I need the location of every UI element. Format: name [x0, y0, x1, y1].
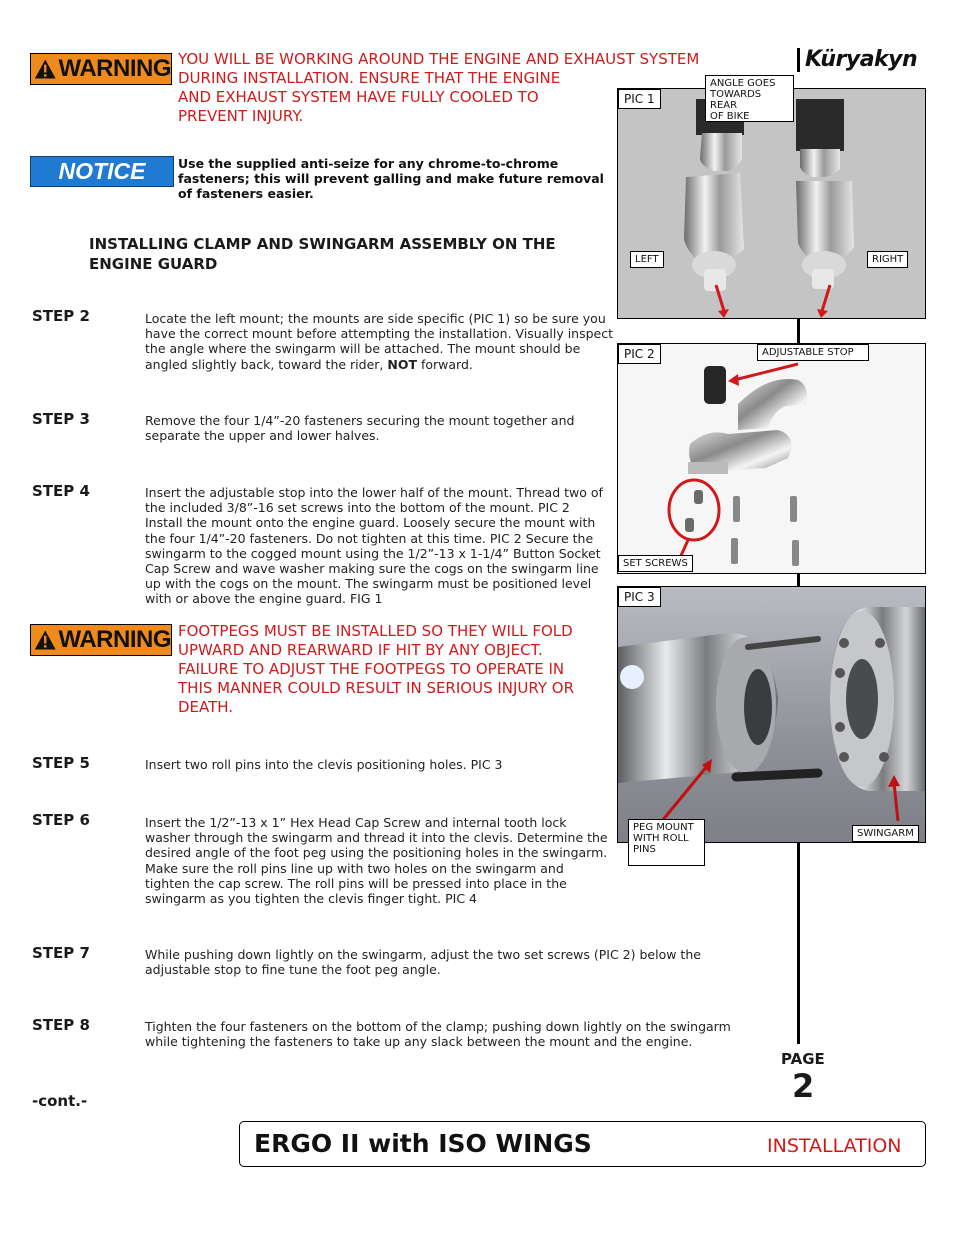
pic1-illustration [618, 89, 925, 318]
warning-triangle-icon [34, 628, 57, 652]
column-divider [797, 843, 800, 1044]
pic3-label: PIC 3 [618, 587, 661, 607]
step-3-label: STEP 3 [32, 410, 90, 428]
step-2-label: STEP 2 [32, 307, 90, 325]
step-5-text: Insert two roll pins into the clevis positioning holes. PIC 3 [145, 757, 503, 772]
pic2-label: PIC 2 [618, 344, 661, 364]
notice-label: NOTICE [58, 158, 146, 184]
page-label: PAGE [781, 1050, 825, 1068]
notice-message: Use the supplied anti-seize for any chrome-to-chrome fasteners; this will prevent galling and make future removal of fasteners easier. [178, 156, 604, 201]
warning-label: WARNING [58, 55, 171, 82]
pic2-set-screws-label: SET SCREWS [618, 555, 693, 572]
pic2-illustration [618, 344, 925, 573]
warning-message: YOU WILL BE WORKING AROUND THE ENGINE AND EXHAUST SYSTEM DURING INSTALLATION. ENSURE THAT THE ENGINE AND EXHAUST SYSTEM HAVE FULLY COOLED TO PREVENT INJURY. [178, 50, 700, 125]
step-4-label: STEP 4 [32, 482, 90, 500]
warning-triangle-icon [34, 57, 57, 81]
pic3-illustration [618, 587, 925, 842]
footer-title-box [239, 1121, 926, 1167]
brand-divider [797, 48, 800, 72]
notice-badge [30, 156, 174, 187]
step-6-text: Insert the 1/2”-13 x 1” Hex Head Cap Screw and internal tooth lock washer through the swingarm and thread it into the clevis. Determine the desired angle of the foot peg using the positioning holes in the swingarm. Make sure the roll pins line up with two holes on the swingarm and tighten the cap screw. The roll pins will be pressed into place in the swingarm as you tighten the clevis finger tight. PIC 4 [145, 815, 608, 907]
page-number: 2 [792, 1067, 815, 1105]
step-4-text: Insert the adjustable stop into the lower half of the mount. Thread two of the included 3/8”-16 set screws into the bottom of the mount. PIC 2 Install the mount onto the engine guard. Loosely secure the mount with the four 1/4”-20 fasteners. Do not tighten at this time. PIC 2 Secure the swingarm to the cogged mount using the 1/2”-13 x 1-1/4” Button Socket Cap Screw and wave washer making sure the cogs on the swingarm line up with the cogs on the mount. The swingarm must be positioned level with or above the engine guard. FIG 1 [145, 485, 603, 607]
continued-label: -cont.- [32, 1092, 88, 1110]
product-title: ERGO II with ISO WINGS [254, 1129, 592, 1158]
column-divider [797, 319, 800, 343]
section-heading: INSTALLING CLAMP AND SWINGARM ASSEMBLY ON THE ENGINE GUARD [89, 235, 556, 273]
step-7-label: STEP 7 [32, 944, 90, 962]
step-6-label: STEP 6 [32, 811, 90, 829]
pic1-angle-note: ANGLE GOES TOWARDS REAR OF BIKE [705, 75, 794, 122]
step-8-text: Tighten the four fasteners on the bottom of the clamp; pushing down lightly on the swingarm while tightening the fasteners to take up any slack between the mount and the engine. [145, 1019, 731, 1050]
warning-badge [30, 53, 172, 85]
warning-label: WARNING [58, 626, 171, 653]
pic3-peg-mount-label: PEG MOUNT WITH ROLL PINS [628, 819, 705, 866]
step-5-label: STEP 5 [32, 754, 90, 772]
step-2-text: Locate the left mount; the mounts are side specific (PIC 1) so be sure you have the correct mount before attempting the installation. Visually inspect the angle where the swingarm will be attached. The mount should be angled slightly back, toward the rider, NOT forward. [145, 311, 614, 372]
brand-logo: Küryakyn [805, 47, 918, 72]
pic1-right-label: RIGHT [867, 251, 908, 268]
pic2-photo [617, 343, 926, 574]
warning-message-2: FOOTPEGS MUST BE INSTALLED SO THEY WILL FOLD UPWARD AND REARWARD IF HIT BY ANY OBJECT. FAILURE TO ADJUST THE FOOTPEGS TO OPERATE IN THIS MANNER COULD RESULT IN SERIOUS INJURY OR DEATH. [178, 622, 575, 716]
pic3-photo [617, 586, 926, 843]
step-3-text: Remove the four 1/4”-20 fasteners securing the mount together and separate the upper and lower halves. [145, 413, 575, 444]
step-8-label: STEP 8 [32, 1016, 90, 1034]
pic1-photo [617, 88, 926, 319]
pic1-left-label: LEFT [630, 251, 664, 268]
installation-label: INSTALLATION [767, 1135, 902, 1157]
column-divider [797, 574, 800, 586]
pic2-stop-label: ADJUSTABLE STOP [757, 344, 869, 361]
step-7-text: While pushing down lightly on the swingarm, adjust the two set screws (PIC 2) below the adjustable stop to fine tune the foot peg angle. [145, 947, 701, 978]
pic1-label: PIC 1 [618, 89, 661, 109]
warning-badge-2 [30, 624, 172, 656]
pic3-swingarm-label: SWINGARM [852, 825, 919, 842]
